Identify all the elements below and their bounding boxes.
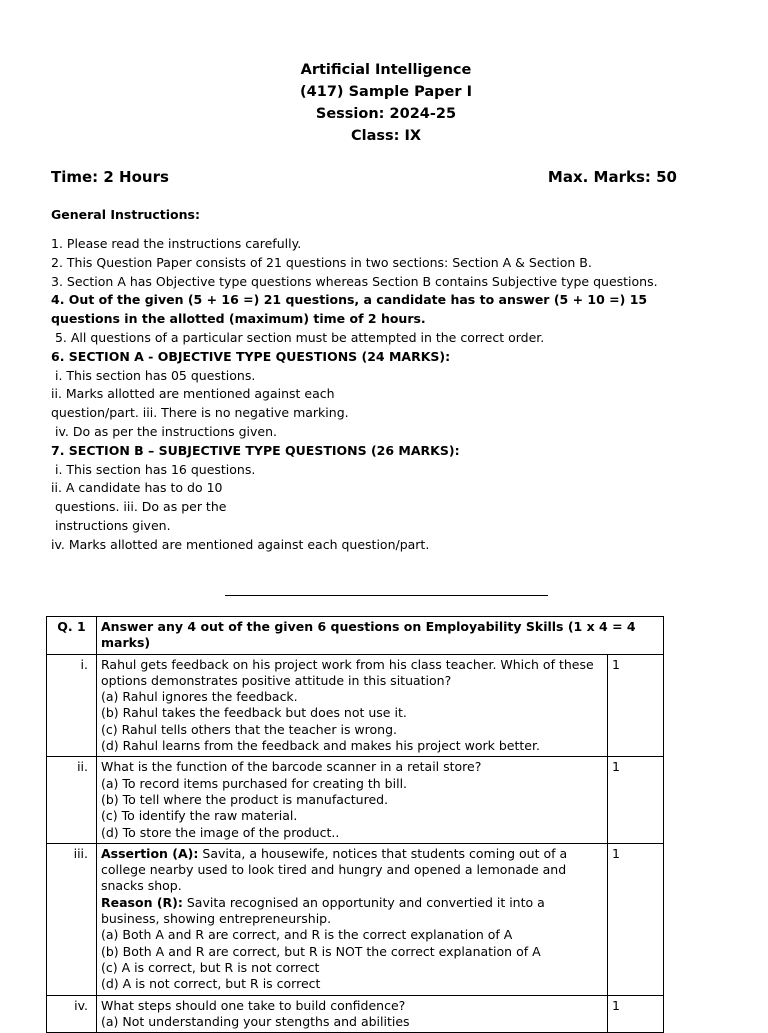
- instruction-line: iv. Do as per the instructions given.: [51, 423, 278, 439]
- option-text: (b) Rahul takes the feedback but does not use it.: [101, 705, 407, 721]
- reason-text: [101, 895, 603, 928]
- option-text: (b) To tell where the product is manufactured.: [101, 791, 389, 807]
- marks-cell: 1: [608, 757, 664, 843]
- instruction-line: iv. Marks allotted are mentioned against each question/part.: [51, 536, 430, 552]
- instruction-line: 4. Out of the given (5 + 16 =) 21 questions, a candidate has to answer (5 + 10 =) 15 questions in the allotted (maximum) time of 2 hours.: [51, 292, 648, 327]
- session-label: Session: 2024-25: [315, 106, 457, 122]
- question-text: Rahul gets feedback on his project work from his class teacher. Which of these options demonstrates positive attitude in this situation?: [101, 656, 594, 688]
- instruction-line: ii. Marks allotted are mentioned against each: [51, 386, 335, 402]
- table-row: [47, 654, 664, 757]
- assertion-text: [101, 846, 603, 895]
- table-row: [47, 995, 664, 1033]
- question-text: What steps should one take to build confidence?: [101, 997, 406, 1013]
- time-marks-row: [51, 168, 677, 186]
- option-text: (a) Both A and R are correct, and R is the correct explanation of A: [101, 927, 513, 943]
- marks-cell: 1: [608, 654, 664, 757]
- question-cell: [97, 995, 608, 1033]
- instruction-line: 2. This Question Paper consists of 21 questions in two sections: Section A & Section B.: [51, 254, 592, 270]
- instruction-line: question/part. iii. There is no negative marking.: [51, 405, 349, 421]
- question-text: What is the function of the barcode scanner in a retail store?: [101, 759, 482, 775]
- option-text: (c) Rahul tells others that the teacher is wrong.: [101, 721, 397, 737]
- option-text: (a) Rahul ignores the feedback.: [101, 689, 298, 705]
- instruction-line: instructions given.: [51, 517, 171, 533]
- instruction-line: 3. Section A has Objective type questions whereas Section B contains Subjective type questions.: [51, 273, 658, 289]
- sub-question-number: i.: [47, 654, 97, 757]
- assertion-body: Savita, a housewife, notices that students coming out of a college nearby used to look tired and hungry and opened a lemonade and snacks shop.: [101, 845, 568, 894]
- instructions-heading: General Instructions:: [51, 207, 200, 222]
- section-a-heading: 6. SECTION A - OBJECTIVE TYPE QUESTIONS (24 MARKS):: [51, 348, 451, 364]
- paper-name: (417) Sample Paper I: [300, 84, 472, 100]
- question-cell: [97, 654, 608, 757]
- instruction-line: 1. Please read the instructions carefully.: [51, 236, 302, 251]
- question-number: Q. 1: [47, 617, 97, 655]
- class-label: Class: IX: [350, 128, 422, 144]
- section-b-heading: 7. SECTION B – SUBJECTIVE TYPE QUESTIONS (26 MARKS):: [51, 442, 460, 458]
- sub-question-number: iii.: [47, 843, 97, 995]
- option-text: (d) To store the image of the product..: [101, 824, 340, 840]
- option-text: (a) To record items purchased for creating th bill.: [101, 775, 408, 791]
- table-row: [47, 757, 664, 843]
- subject-title: Artificial Intelligence: [300, 62, 472, 78]
- instruction-line: 5. All questions of a particular section must be attempted in the correct order.: [51, 329, 545, 345]
- sub-question-number: ii.: [47, 757, 97, 843]
- question-table: [46, 616, 664, 1033]
- reason-label: Reason (R):: [101, 894, 183, 910]
- instruction-line: questions. iii. Do as per the: [51, 499, 227, 515]
- instructions-list: [51, 235, 683, 555]
- question-heading: Answer any 4 out of the given 6 questions on Employability Skills (1 x 4 = 4 marks): [97, 617, 664, 655]
- table-row: [47, 843, 664, 995]
- option-text: (c) To identify the raw material.: [101, 808, 298, 824]
- option-text: (c) A is correct, but R is not correct: [101, 959, 320, 975]
- assertion-label: Assertion (A):: [101, 845, 199, 861]
- marks-cell: 1: [608, 843, 664, 995]
- question-cell: [97, 757, 608, 843]
- question-header-row: [47, 617, 664, 655]
- option-text: (a) Not understanding your stengths and abilities: [101, 1013, 410, 1029]
- section-divider: [225, 595, 548, 596]
- paper-title-block: [0, 59, 768, 147]
- option-text: (d) Rahul learns from the feedback and makes his project work better.: [101, 738, 540, 754]
- question-cell: [97, 843, 608, 995]
- option-text: (d) A is not correct, but R is correct: [101, 976, 321, 992]
- time-label: Time: 2 Hours: [51, 168, 169, 186]
- reason-body: Savita recognised an opportunity and convertied it into a business, showing entrepreneurship.: [101, 894, 545, 927]
- sub-question-number: iv.: [47, 995, 97, 1033]
- instruction-line: ii. A candidate has to do 10: [51, 480, 223, 496]
- instruction-line: i. This section has 16 questions.: [51, 461, 256, 477]
- max-marks-label: Max. Marks: 50: [547, 168, 677, 186]
- marks-cell: 1: [608, 995, 664, 1033]
- option-text: (b) Both A and R are correct, but R is NOT the correct explanation of A: [101, 943, 541, 959]
- instruction-line: i. This section has 05 questions.: [51, 367, 256, 383]
